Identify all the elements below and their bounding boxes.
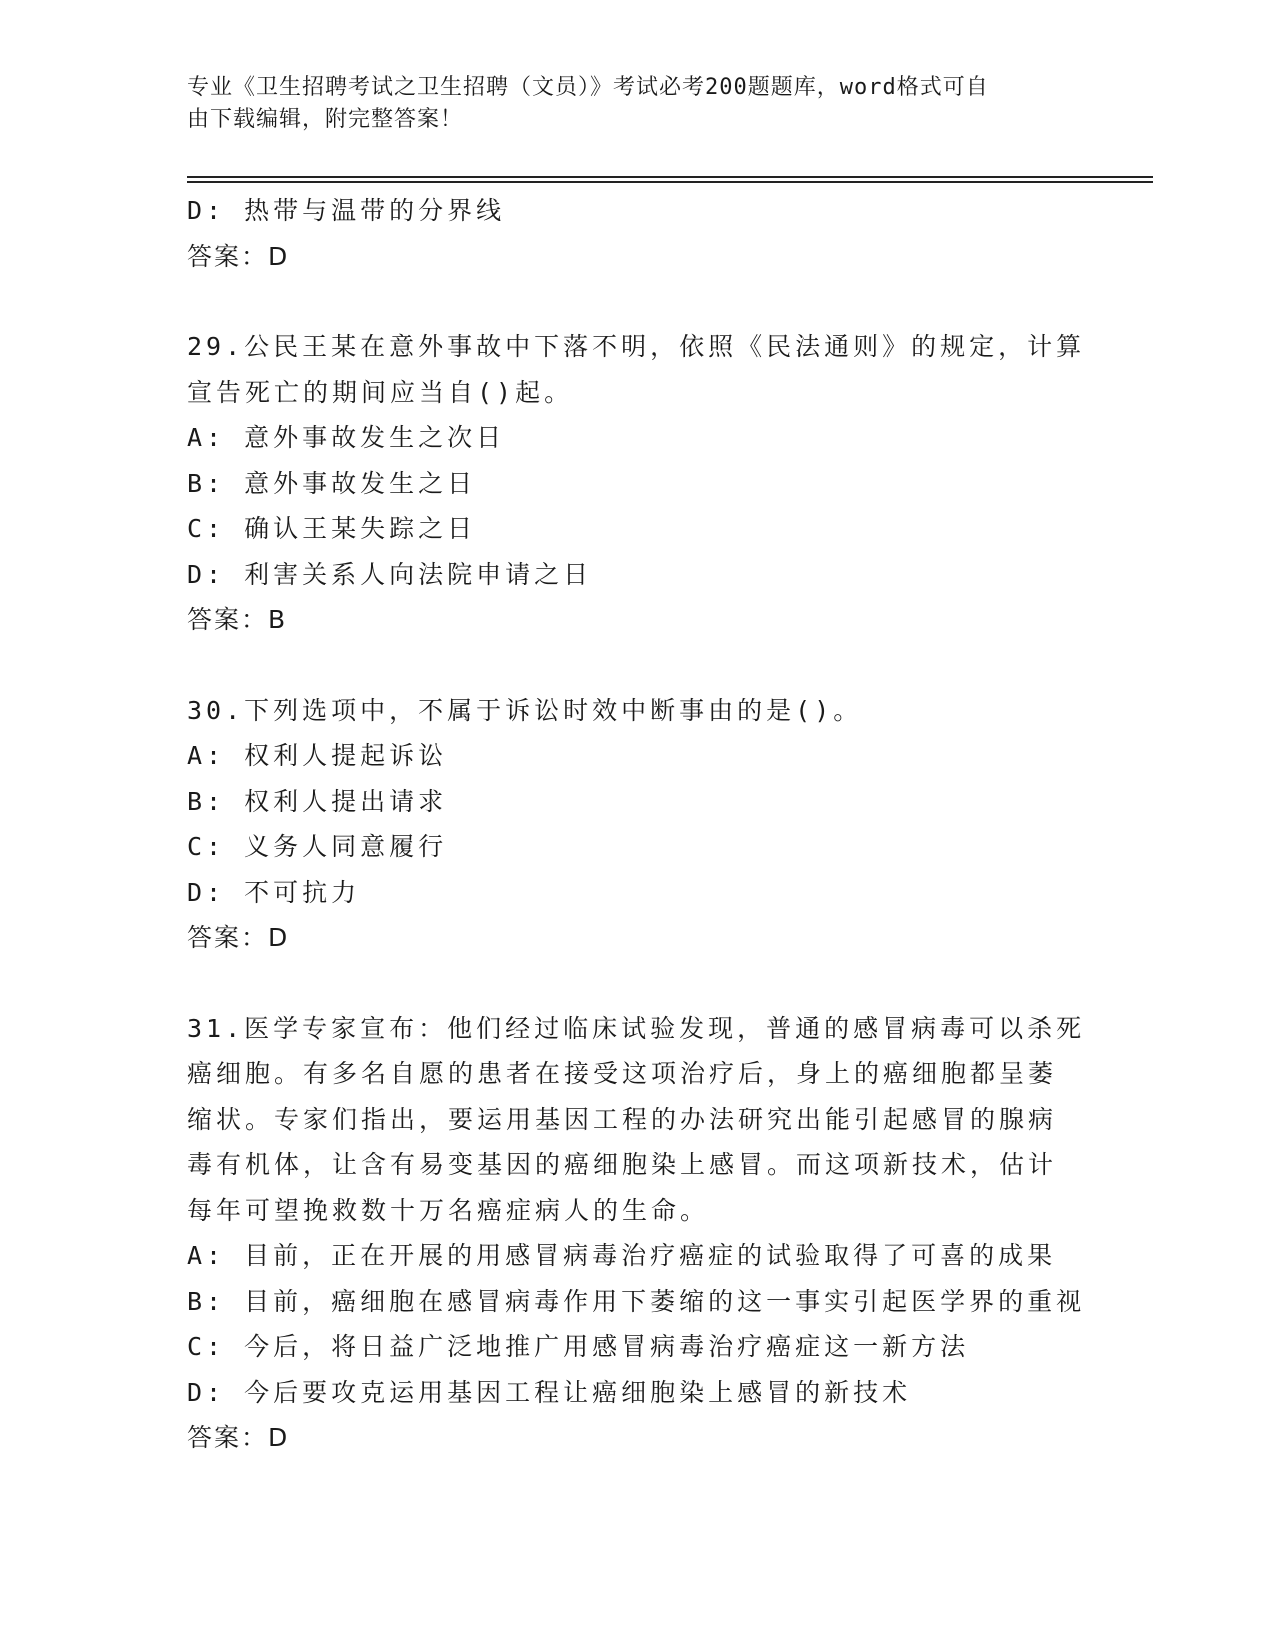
option-a: A: 目前，正在开展的用感冒病毒治疗癌症的试验取得了可喜的成果	[187, 1241, 1057, 1270]
question-list	[187, 188, 1087, 1461]
question-stem-line: 毒有机体，让含有易变基因的癌细胞染上感冒。而这项新技术，估计	[187, 1150, 1058, 1179]
spacer	[187, 961, 1087, 1006]
option-d: D: 今后要攻克运用基因工程让癌细胞染上感冒的新技术	[187, 1377, 912, 1407]
option-b: B: 权利人提出请求	[187, 786, 448, 816]
question-stem-line: 每年可望挽救数十万名癌症病人的生命。	[187, 1195, 710, 1225]
answer-line: 答案：D	[187, 923, 290, 952]
question-stem-line: 30.下列选项中，不属于诉讼时效中断事由的是()。	[187, 695, 863, 725]
answer-line: 答案：B	[187, 605, 288, 634]
header-line-1: 专业《卫生招聘考试之卫生招聘（文员）》考试必考200题题库，word格式可自	[187, 75, 989, 100]
question-30	[187, 688, 1087, 961]
option-d: D: 利害关系人向法院申请之日	[187, 559, 593, 589]
question-stem-line: 癌细胞。有多名自愿的患者在接受这项治疗后，身上的癌细胞都呈萎	[187, 1059, 1058, 1088]
option-a: A: 意外事故发生之次日	[187, 423, 506, 452]
option-b: B: 目前，癌细胞在感冒病毒作用下萎缩的这一事实引起医学界的重视	[187, 1286, 1086, 1316]
option-d: D: 不可抗力	[187, 877, 361, 907]
spacer	[187, 279, 1087, 324]
header-divider-top	[187, 176, 1153, 178]
spacer	[187, 643, 1087, 688]
option-c: C: 义务人同意履行	[187, 832, 448, 861]
question-stem-line: 宣告死亡的期间应当自()起。	[187, 377, 574, 407]
partial-question	[187, 188, 1087, 279]
question-29	[187, 324, 1087, 643]
document-header	[187, 72, 1087, 136]
option-c: C: 今后，将日益广泛地推广用感冒病毒治疗癌症这一新方法	[187, 1332, 970, 1361]
question-stem-line: 31.医学专家宣布：他们经过临床试验发现，普通的感冒病毒可以杀死	[187, 1013, 1086, 1043]
header-divider-bottom	[187, 181, 1153, 183]
option-c: C: 确认王某失踪之日	[187, 514, 477, 543]
answer-line: 答案：D	[187, 241, 290, 271]
question-stem-line: 29.公民王某在意外事故中下落不明，依照《民法通则》的规定，计算	[187, 332, 1086, 361]
question-stem-line: 缩状。专家们指出，要运用基因工程的办法研究出能引起感冒的腺病	[187, 1104, 1058, 1134]
question-31	[187, 1006, 1087, 1461]
option-d: D: 热带与温带的分界线	[187, 196, 506, 225]
answer-line: 答案：D	[187, 1423, 290, 1452]
option-a: A: 权利人提起诉讼	[187, 741, 448, 770]
header-line-2: 由下载编辑，附完整答案！	[187, 107, 464, 132]
option-b: B: 意外事故发生之日	[187, 468, 477, 498]
